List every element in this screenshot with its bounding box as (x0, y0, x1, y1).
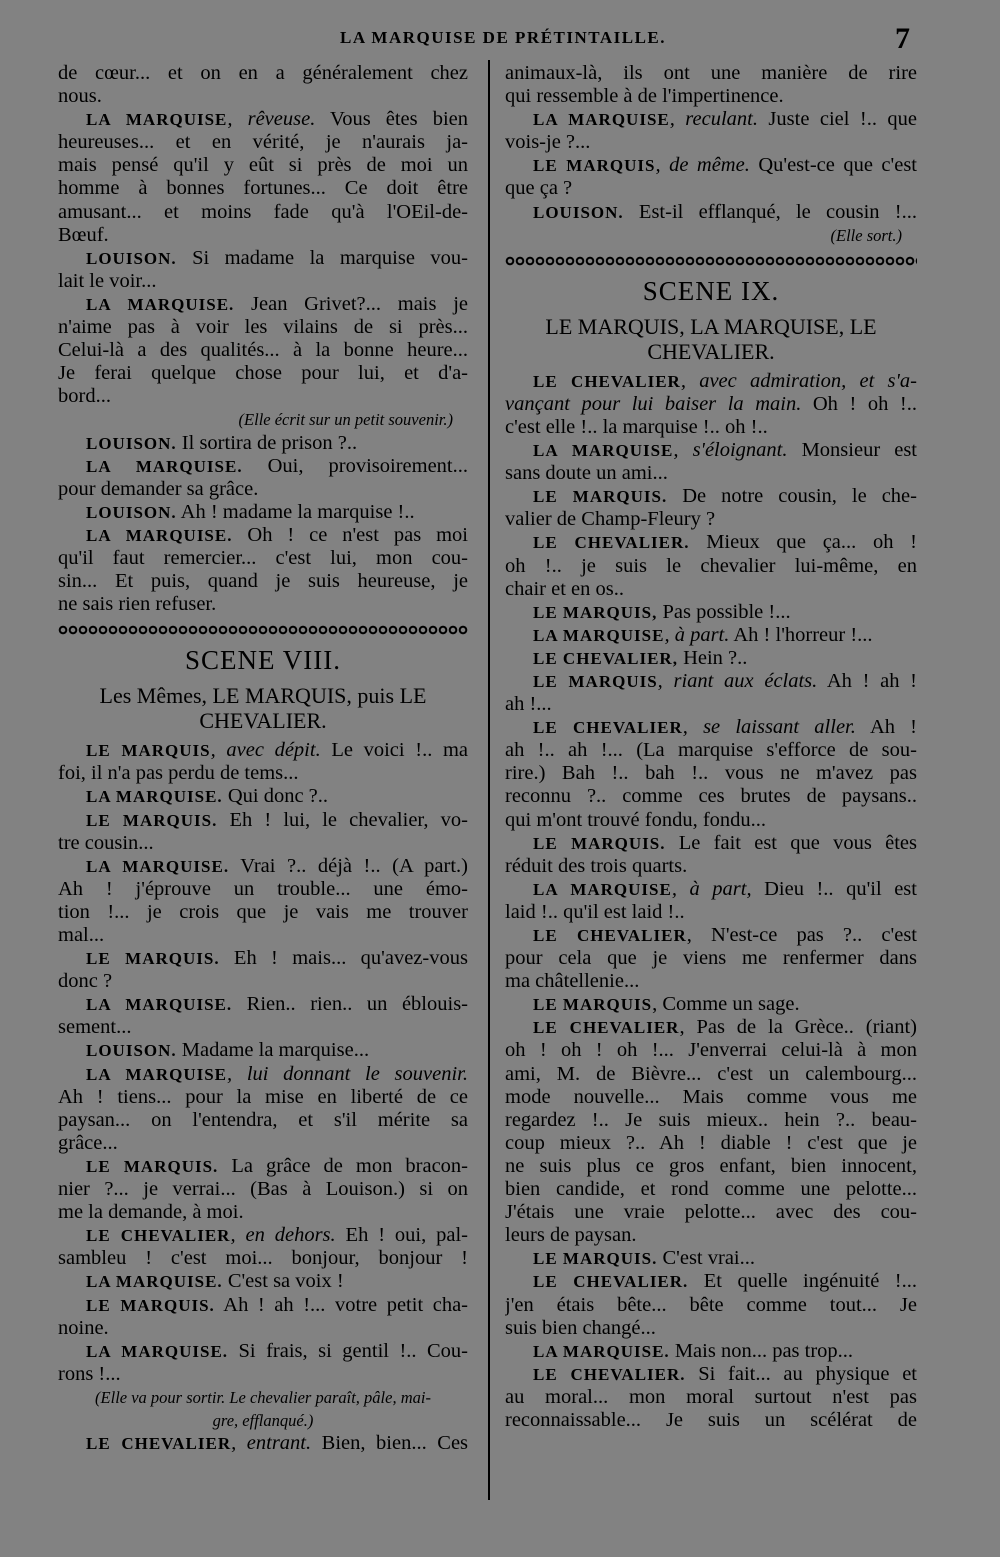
text-line (505, 555, 917, 578)
line-text: rons !... (58, 1362, 121, 1385)
line-text: donc ? (58, 970, 113, 993)
speech-line (505, 531, 917, 554)
line-text: leurs de paysan. (505, 1224, 637, 1247)
speech-line (58, 1063, 468, 1086)
scene-characters: Les Mêmes, LE MARQUIS, puis LE CHEVALIER. (99, 683, 427, 734)
text-line (505, 62, 917, 85)
speaker-name: LE MARQUIS. (533, 833, 666, 853)
line-text: , N'est-ce pas ?.. c'est (686, 924, 917, 946)
line-text: valier de Champ-Fleury ? (505, 508, 716, 531)
line-text: que ça ? (505, 177, 573, 200)
line-text: sans doute un ami... (505, 462, 668, 485)
line-text: noine. (58, 1316, 109, 1339)
line-text: , Comme un sage. (652, 993, 800, 1016)
stage-direction-inline: , avec admiration, et s'a- (680, 369, 917, 392)
line-text: qui m'ont trouvé fondu, fondu... (505, 808, 767, 831)
stage-direction-inline: , entrant. (231, 1432, 312, 1455)
line-text: rire.) Bah !.. bah !.. vous ne m'avez pas (505, 762, 917, 785)
speech-line (58, 1340, 468, 1363)
stage-direction-inline: , en dehors. (230, 1224, 336, 1247)
line-text: heureuses... et en vérité, je n'aurais ja- (58, 131, 468, 154)
speaker-name: LOUISON. (86, 502, 177, 522)
speaker-name: LA MARQUISE. (86, 995, 233, 1015)
line-text: paysan... on l'entendra, et s'il mérite sa (58, 1108, 468, 1131)
running-title: LA MARQUISE DE PRÉTINTAILLE. (340, 28, 667, 47)
speech-line (505, 154, 917, 177)
speech-line (58, 293, 468, 316)
speech-line (58, 1155, 468, 1178)
line-text: Madame la marquise... (176, 1039, 370, 1062)
line-text: animaux-là, ils ont une manière de rire (505, 62, 917, 84)
line-text: tion !... je crois que je vais me trouver (58, 900, 468, 923)
line-text: Eh ! oui, pal- (335, 1224, 468, 1247)
line-text: qu'il faut remercier... c'est lui, mon cou- (58, 546, 468, 569)
speech-line (505, 108, 917, 131)
text-line (505, 1155, 917, 1178)
speech-line (58, 739, 468, 762)
stage-direction-inline: , reculant. (669, 108, 758, 131)
speaker-name: LA MARQUISE. (86, 1341, 229, 1361)
speech-line (505, 1340, 917, 1363)
stage-direction-inline: , riant aux éclats. (657, 669, 818, 692)
speaker-name: LA MARQUISE. (86, 456, 243, 476)
text-line (58, 1247, 468, 1270)
line-text: Ah ! j'éprouve un trouble... une émo- (58, 877, 468, 900)
text-line (58, 224, 468, 247)
text-line (58, 177, 468, 200)
text-line (505, 462, 917, 485)
speaker-name: LOUISON. (533, 202, 624, 222)
speech-line (505, 201, 917, 224)
speaker-name: LA MARQUISE. (86, 787, 223, 807)
line-text: bien candide, et rond comme une pelotte... (505, 1178, 917, 1201)
speech-line (505, 624, 917, 647)
line-text: Si madame la marquise vou- (176, 246, 468, 269)
line-text: Ah ! ah ! (817, 669, 917, 692)
line-text: suis bien changé... (505, 1316, 656, 1339)
speech-line (58, 855, 468, 878)
text-line (505, 1409, 917, 1432)
speech-line (58, 1432, 468, 1455)
line-text: homme à bonnes fortunes... Ce doit être (58, 177, 468, 200)
line-text: , Pas de la Grèce.. (riant) (679, 1016, 917, 1039)
speaker-name: LE MARQUIS. (533, 1249, 658, 1269)
scene-separator-ornament (58, 625, 468, 635)
speaker-name: LE MARQUIS. (86, 1295, 215, 1315)
speech-line (505, 878, 917, 901)
line-text: Ah ! l'horreur !... (729, 623, 873, 646)
speech-line (58, 501, 468, 524)
line-text: Qu'est-ce que c'est (749, 154, 917, 177)
text-line (505, 1386, 917, 1409)
speaker-name: LA MARQUISE. (86, 1272, 223, 1292)
speaker-name: LE MARQUIS (533, 995, 653, 1015)
line-text: Bœuf. (58, 223, 109, 246)
line-text: ah !.. ah !... (La marquise s'efforce de sou- (505, 739, 917, 762)
text-line (58, 362, 468, 385)
line-text: nous. (58, 85, 102, 108)
page-number: 7 (895, 22, 910, 55)
speaker-name: LOUISON. (86, 248, 177, 268)
speaker-name: LE CHEVALIER. (533, 533, 690, 553)
speaker-name: LE CHEVALIER. (533, 1364, 686, 1384)
line-text: Et quelle ingénuité !... (688, 1270, 917, 1293)
line-text: lait le voir... (58, 269, 157, 292)
line-text: bord... (58, 385, 111, 408)
text-line (505, 1063, 917, 1086)
scene-characters: LE MARQUIS, LA MARQUISE, LE CHEVALIER. (545, 313, 877, 364)
line-text: Si fait... au physique et (685, 1362, 917, 1385)
line-text: Mieux que ça... oh ! (689, 531, 917, 554)
speech-line (58, 455, 468, 478)
speech-line (58, 809, 468, 832)
speech-line (505, 924, 917, 947)
page-header (0, 22, 1000, 62)
line-text: Oh ! oh !.. (801, 392, 917, 415)
stage-direction-inline: , s'éloignant. (673, 439, 788, 462)
line-text: ne sais rien refuser. (58, 593, 217, 616)
speaker-name: LE CHEVALIER, (533, 648, 678, 668)
stage-direction: (Elle sort.) (830, 225, 902, 245)
line-text: regardez !.. Je suis mieux.. hein ?.. beau- (505, 1108, 917, 1131)
line-text: Bien, bien... Ces (311, 1432, 468, 1455)
line-text: Dieu !.. qu'il est (751, 877, 917, 900)
line-text: Le voici !.. ma (320, 739, 468, 762)
stage-direction: gre, efflanqué.) (212, 1410, 314, 1430)
text-line (505, 693, 917, 716)
text-line (58, 478, 468, 501)
speaker-name: LOUISON. (86, 1041, 177, 1061)
text-line (505, 901, 917, 924)
text-line (505, 1201, 917, 1224)
speaker-name: LA MARQUISE. (86, 525, 233, 545)
speech-line (505, 370, 917, 393)
speech-line (58, 1294, 468, 1317)
speaker-name: LE CHEVALIER (533, 1018, 680, 1038)
text-line (505, 1132, 917, 1155)
line-text: De notre cousin, le che- (667, 485, 917, 508)
stage-direction: (Elle écrit sur un petit souvenir.) (238, 410, 453, 430)
text-line (58, 85, 468, 108)
speaker-name: LA MARQUISE (533, 110, 670, 130)
speech-line (505, 670, 917, 693)
line-text: Juste ciel !.. que (758, 108, 917, 131)
line-text: foi, il n'a pas perdu de tems... (58, 762, 299, 785)
line-text: Si frais, si gentil !.. Cou- (228, 1339, 468, 1362)
speaker-name: LA MARQUISE (533, 879, 672, 899)
text-line (58, 1132, 468, 1155)
stage-direction-inline: , rêveuse. (227, 108, 316, 131)
speech-line (58, 524, 468, 547)
line-text: Celui-là a des qualités... à la bonne heure... (58, 339, 468, 362)
text-line (58, 339, 468, 362)
line-text: Ah ! tiens... pour la mise en liberté de ce (58, 1085, 468, 1108)
line-text: n'aime pas à voir les vilains de si près... (58, 316, 468, 339)
text-line (505, 809, 917, 832)
speaker-name: LE MARQUIS. (533, 487, 668, 507)
text-line (58, 570, 468, 593)
stage-direction-inline: vançant pour lui baiser la main. (505, 392, 802, 415)
line-text: pour cela que je viens me renfermer dans (505, 947, 917, 970)
speech-line (58, 785, 468, 808)
speaker-name: LE MARQUIS. (86, 1156, 219, 1176)
text-line (58, 878, 468, 901)
text-line (505, 785, 917, 808)
text-line (505, 739, 917, 762)
speech-line (505, 832, 917, 855)
line-text: Oui, provisoirement... (242, 454, 468, 477)
line-text: Il sortira de prison ?.. (176, 431, 358, 454)
speaker-name: LA MARQUISE (86, 110, 228, 130)
line-text: ma châtellenie... (505, 970, 640, 993)
text-line (58, 1178, 468, 1201)
line-text: Qui donc ?.. (222, 785, 329, 808)
line-text: sin... Et puis, quand je suis heureuse, je (58, 570, 468, 593)
line-text: de cœur... et on en a généralement chez (58, 62, 468, 84)
line-text: vois-je ?... (505, 131, 591, 154)
text-line (58, 593, 468, 616)
scene-heading: SCENE IX. (642, 275, 780, 306)
speech-line (58, 432, 468, 455)
text-line (505, 1317, 917, 1340)
line-text: Ah ! ah !... votre petit cha- (214, 1293, 468, 1316)
text-line (505, 177, 917, 200)
line-text: mais pensé qu'il y eût si près de moi un (58, 154, 468, 177)
stage-direction: (Elle va pour sortir. Le chevalier paraît, pâle, mai- (95, 1387, 431, 1407)
speech-line (505, 601, 917, 624)
line-text: ne suis plus ce gros enfant, bien innocent, (505, 1154, 917, 1177)
text-line (505, 1224, 917, 1247)
speaker-name: LE CHEVALIER (533, 718, 683, 738)
line-text: au moral... mon moral surtout n'est pas (505, 1385, 917, 1408)
line-text: Vrai ?.. déjà !.. (A part.) (229, 854, 468, 877)
text-line (505, 393, 917, 416)
line-text: ah !... (505, 693, 552, 716)
speech-line (505, 439, 917, 462)
line-text: c'est elle !.. la marquise !.. oh !.. (505, 415, 768, 438)
speech-line (505, 485, 917, 508)
text-line (58, 901, 468, 924)
text-line (58, 385, 468, 408)
line-text: Est-il efflanqué, le cousin !... (623, 200, 917, 223)
speech-line (505, 647, 917, 670)
line-text: oh ! oh ! oh !... J'enverrai celui-là à mon (505, 1039, 917, 1062)
line-text: amusant... et moins fade qu'à l'OEil-de- (58, 200, 468, 223)
speaker-name: LE MARQUIS (533, 156, 656, 176)
line-text: sement... (58, 1016, 132, 1039)
text-line (505, 855, 917, 878)
speech-line (58, 1224, 468, 1247)
line-text: Monsieur est (787, 439, 917, 462)
speech-line (58, 993, 468, 1016)
line-text: Eh ! lui, le chevalier, vo- (217, 808, 468, 831)
text-line (505, 947, 917, 970)
speech-line (505, 993, 917, 1016)
speaker-name: LE MARQUIS. (86, 949, 220, 969)
line-text: sambleu ! c'est moi... bonjour, bonjour ! (58, 1247, 468, 1270)
line-text: me la demande, à moi. (58, 1201, 244, 1224)
line-text: j'en étais bête... bête comme tout... Je (505, 1293, 917, 1316)
speech-line (505, 1016, 917, 1039)
text-line (505, 1178, 917, 1201)
speaker-name: LE CHEVALIER. (533, 1272, 689, 1292)
stage-direction-inline: , à part, (671, 877, 752, 900)
speaker-name: LE MARQUIS (86, 741, 211, 761)
text-line (58, 762, 468, 785)
speaker-name: LE CHEVALIER (86, 1434, 232, 1454)
line-text: mode nouvelle... Mais comme vous me (505, 1085, 917, 1108)
line-text: C'est sa voix ! (222, 1270, 344, 1293)
stage-direction-inline: , à part. (664, 623, 730, 646)
scene-heading: SCENE VIII. (185, 645, 341, 676)
speaker-name: LA MARQUISE. (86, 294, 235, 314)
line-text: C'est vrai... (657, 1247, 755, 1270)
speaker-name: LE MARQUIS. (86, 810, 218, 830)
text-line (505, 131, 917, 154)
text-line (505, 762, 917, 785)
speech-line (58, 1270, 468, 1293)
stage-direction-inline: , se laissant aller. (682, 716, 856, 739)
stage-direction-inline: , lui donnant le souvenir. (227, 1062, 468, 1085)
left-column (58, 62, 468, 1455)
line-text: Je ferai quelque chose pour lui, et d'a- (58, 362, 468, 385)
speaker-name: LA MARQUISE. (533, 1341, 670, 1361)
line-text: tre cousin... (58, 831, 154, 854)
line-text: ami, M. de Bièvre... c'est un calembourg... (505, 1062, 917, 1085)
line-text: qui ressemble à de l'impertinence. (505, 85, 784, 108)
text-line (58, 1109, 468, 1132)
line-text: coup mieux ?.. Ah ! diable ! c'est que je (505, 1131, 917, 1154)
speaker-name: LE MARQUIS, (533, 602, 658, 622)
text-line (505, 508, 917, 531)
text-line (58, 832, 468, 855)
speaker-name: LE CHEVALIER (533, 926, 687, 945)
line-text: oh !.. je suis le chevalier lui-même, en (505, 554, 917, 577)
line-text: reconnaissable... Je suis un scélérat de (505, 1408, 917, 1431)
speaker-name: LA MARQUISE. (86, 856, 230, 876)
line-text: grâce... (58, 1131, 118, 1154)
text-line (58, 1317, 468, 1340)
line-text: laid !.. qu'il est laid !.. (505, 900, 685, 923)
speaker-name: LE CHEVALIER (533, 371, 681, 391)
speech-line (58, 1039, 468, 1062)
line-text: Oh ! ce n'est pas moi (232, 523, 468, 546)
scene-separator-ornament (505, 256, 917, 266)
line-text: mal... (58, 924, 105, 946)
text-line (58, 924, 468, 947)
text-line (58, 547, 468, 570)
speech-line (505, 1270, 917, 1293)
line-text: Vous êtes bien (315, 108, 468, 131)
text-line (505, 1109, 917, 1132)
speaker-name: LA MARQUISE (533, 625, 665, 645)
speaker-name: LOUISON. (86, 433, 177, 453)
speech-line (58, 247, 468, 270)
text-line (58, 1016, 468, 1039)
line-text: J'étais une vraie pelotte... avec des cou- (505, 1201, 917, 1224)
line-text: Le fait est que vous êtes (665, 831, 917, 854)
text-line (505, 1086, 917, 1109)
line-text: nier ?... je verrai... (Bas à Louison.) si on (58, 1178, 468, 1201)
text-line (505, 85, 917, 108)
speech-line (505, 1363, 917, 1386)
line-text: Hein ?.. (677, 646, 748, 669)
text-line (58, 154, 468, 177)
line-text: Pas possible !... (657, 600, 791, 623)
speaker-name: LE MARQUIS (533, 671, 658, 691)
line-text: chair et en os.. (505, 577, 624, 600)
line-text: reconnu ?.. comme ces brutes de paysans.. (505, 785, 917, 808)
stage-direction-inline: , avec dépit. (210, 739, 321, 762)
text-line (58, 131, 468, 154)
text-line (505, 1294, 917, 1317)
line-text: pour demander sa grâce. (58, 477, 259, 500)
text-line (58, 1363, 468, 1386)
speaker-name: LA MARQUISE (86, 1064, 228, 1084)
text-line (505, 578, 917, 601)
column-divider (488, 60, 490, 1500)
speech-line (505, 1247, 917, 1270)
speaker-name: LE CHEVALIER (86, 1226, 231, 1246)
text-line (505, 416, 917, 439)
line-text: Ah ! madame la marquise !.. (176, 500, 415, 523)
text-line (58, 1086, 468, 1109)
line-text: Mais non... pas trop... (669, 1339, 854, 1362)
text-line (58, 970, 468, 993)
text-line (58, 1201, 468, 1224)
stage-direction-inline: , de même. (655, 154, 750, 177)
speech-line (505, 716, 917, 739)
text-line (505, 970, 917, 993)
text-line (58, 62, 468, 85)
right-column (505, 62, 917, 1432)
line-text: Ah ! (855, 716, 917, 739)
text-line (58, 201, 468, 224)
speech-line (58, 947, 468, 970)
text-line (505, 1039, 917, 1062)
line-text: Rien.. rien.. un éblouis- (232, 993, 468, 1016)
speech-line (58, 108, 468, 131)
line-text: réduit des trois quarts. (505, 854, 688, 877)
text-line (58, 316, 468, 339)
line-text: Eh ! mais... qu'avez-vous (219, 947, 468, 970)
text-line (58, 270, 468, 293)
line-text: Jean Grivet?... mais je (234, 292, 468, 315)
line-text: La grâce de mon bracon- (218, 1154, 468, 1177)
speaker-name: LA MARQUISE (533, 441, 674, 461)
